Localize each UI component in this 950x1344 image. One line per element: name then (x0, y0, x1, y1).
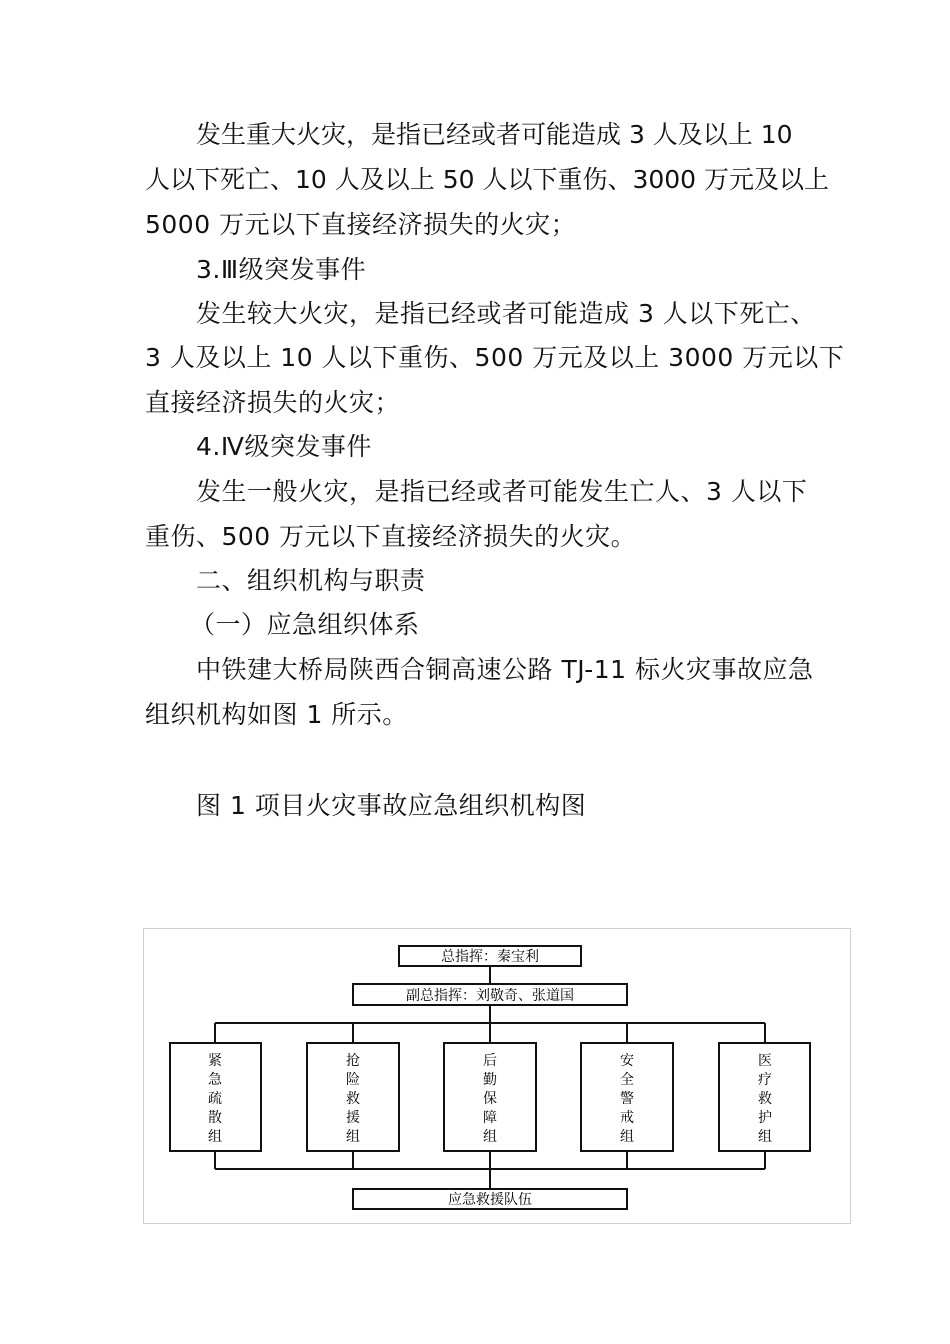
paragraph-line: 5000 万元以下直接经济损失的火灾； (145, 210, 577, 239)
group-char: 后 (483, 1053, 497, 1069)
group-char: 组 (758, 1129, 772, 1145)
group-box-rescue (307, 1043, 399, 1151)
group-char: 戒 (620, 1110, 634, 1126)
group-box-logistics (444, 1043, 536, 1151)
paragraph-line: 重伤、500 万元以下直接经济损失的火灾。 (145, 522, 637, 551)
level-4-heading: 4.Ⅳ级突发事件 (196, 432, 372, 461)
section-heading: 二、组织机构与职责 (196, 566, 426, 595)
group-char: 全 (620, 1072, 634, 1088)
paragraph-line (196, 120, 861, 150)
group-char: 勤 (483, 1072, 497, 1088)
group-box-medical (719, 1043, 810, 1151)
team-label: 应急救援队伍 (448, 1192, 532, 1208)
group-char: 散 (208, 1110, 222, 1126)
group-char: 医 (758, 1053, 772, 1069)
group-char: 组 (208, 1129, 222, 1145)
paragraph-line: 发生较大火灾，是指已经或者可能造成 3 人以下死亡、 (196, 299, 816, 328)
paragraph-line: 3 人及以上 10 人以下重伤、500 万元及以上 3000 万元以下 (145, 343, 845, 372)
group-char: 急 (208, 1072, 222, 1088)
group-char: 疏 (208, 1091, 222, 1107)
group-box-evacuation (170, 1043, 261, 1151)
commander-label: 总指挥：秦宝利 (441, 949, 539, 965)
group-char: 保 (483, 1091, 497, 1107)
group-char: 警 (620, 1091, 634, 1107)
group-char: 援 (346, 1110, 360, 1126)
paragraph-line (145, 165, 830, 195)
commander-box (399, 946, 581, 966)
group-char: 组 (346, 1129, 360, 1145)
group-char: 护 (758, 1110, 772, 1126)
group-char: 抢 (346, 1053, 360, 1069)
org-chart-figure (143, 928, 851, 1224)
paragraph-line: 发生一般火灾，是指已经或者可能发生亡人、3 人以下 (196, 477, 808, 506)
group-char: 安 (620, 1053, 634, 1069)
deputy-box (353, 984, 627, 1005)
deputy-label: 副总指挥：刘敬奇、张道国 (406, 988, 574, 1004)
figure-caption: 图 1 项目火灾事故应急组织机构图 (196, 791, 587, 820)
paragraph-line: 中铁建大桥局陕西合铜高速公路 TJ-11 标火灾事故应急 (196, 655, 814, 684)
subsection-heading: （一）应急组织体系 (190, 610, 420, 639)
text-seg: 发生重大火灾，是指已经或者可能造成 3 人及以上 10 (196, 120, 793, 149)
group-char: 紧 (208, 1053, 222, 1069)
team-box (353, 1189, 627, 1209)
level-3-heading: 3.Ⅲ级突发事件 (196, 255, 367, 284)
group-char: 救 (346, 1091, 360, 1107)
group-char: 组 (483, 1129, 497, 1145)
group-char: 障 (483, 1110, 497, 1126)
group-char: 疗 (758, 1072, 772, 1088)
text-seg: 人以下死亡、10 人及以上 50 人以下重伤、3000 万元及以上 (145, 165, 830, 194)
group-box-security (581, 1043, 673, 1151)
paragraph-line: 组织机构如图 1 所示。 (145, 700, 408, 729)
org-chart (144, 929, 850, 1223)
paragraph-line: 直接经济损失的火灾； (145, 388, 401, 417)
group-char: 组 (620, 1129, 634, 1145)
group-char: 险 (346, 1072, 360, 1088)
group-char: 救 (758, 1091, 772, 1107)
